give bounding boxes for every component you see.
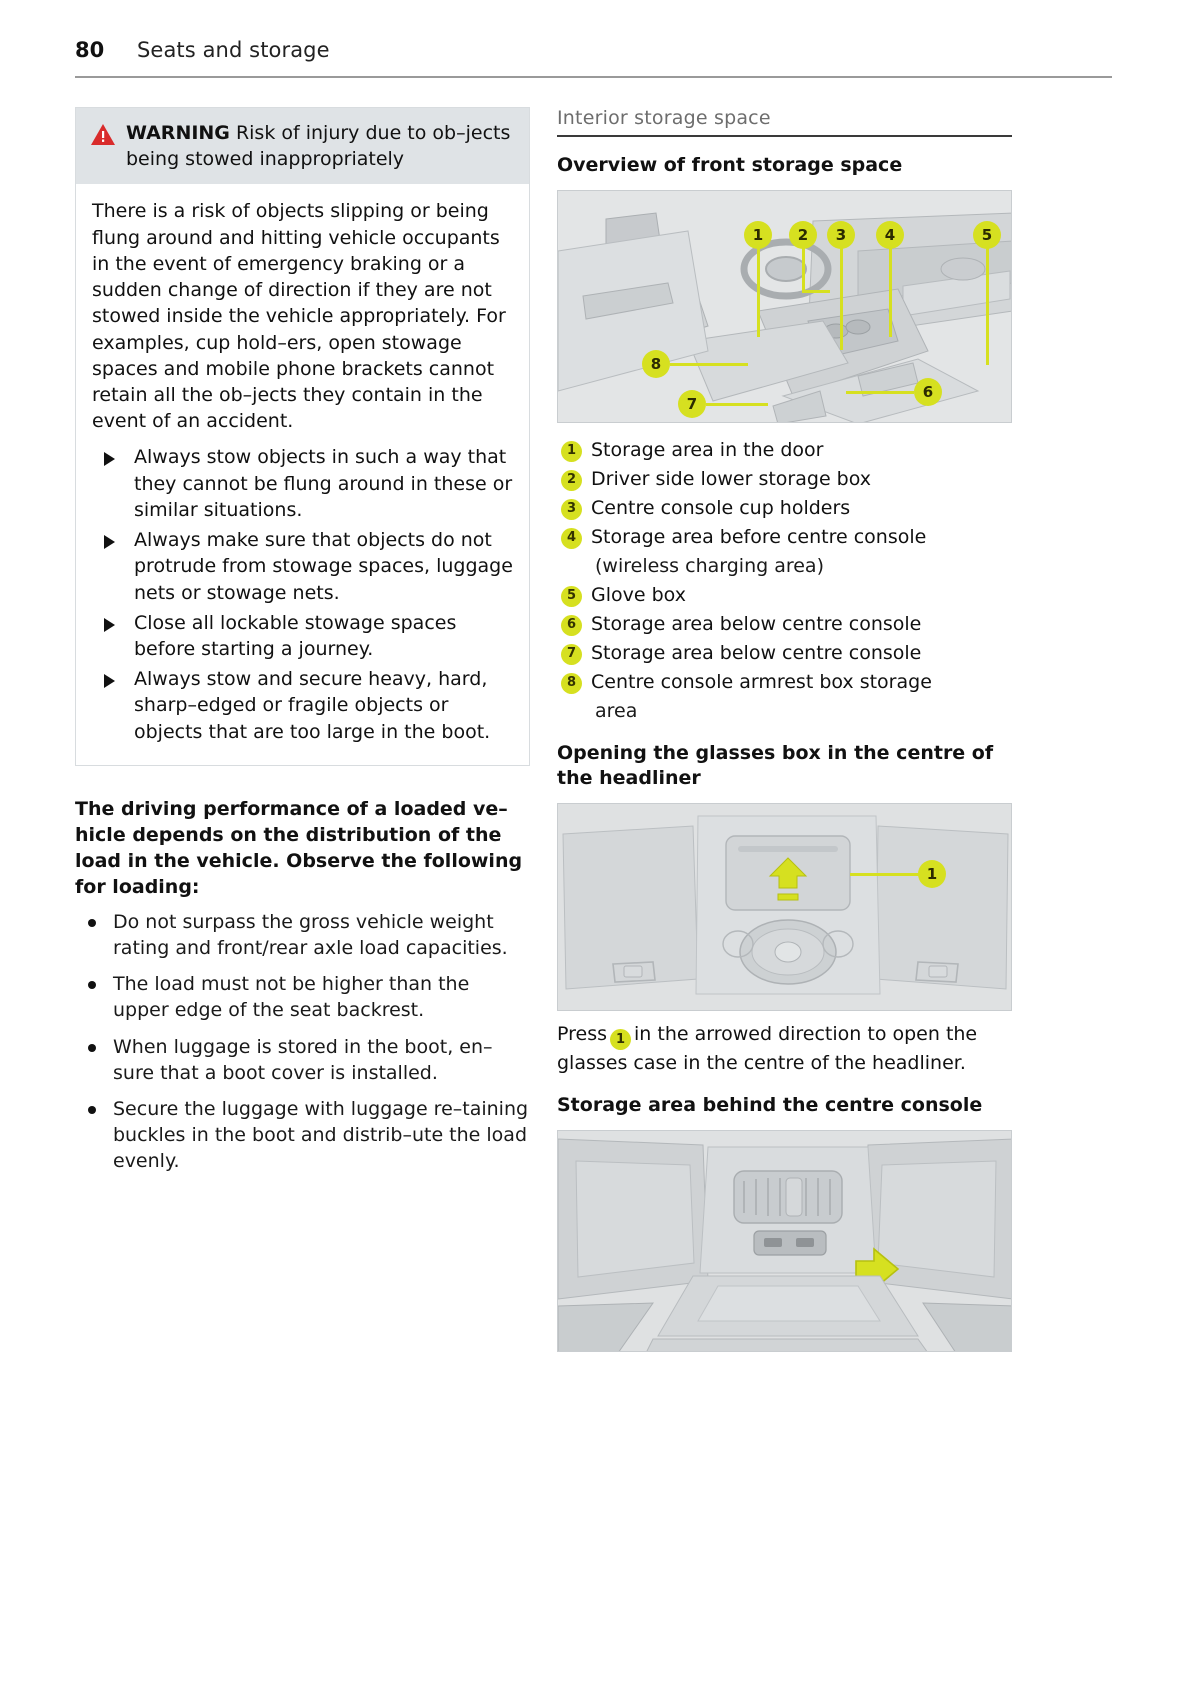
legend-item <box>557 495 1012 522</box>
callout-1: 1 <box>744 221 772 249</box>
legend-text: Glove box <box>591 583 686 606</box>
legend-item <box>557 582 1012 609</box>
list-item <box>75 1034 530 1086</box>
triangle-bullet-icon <box>104 535 115 549</box>
glasses-box-heading: Opening the glasses box in the centre of the headliner <box>557 741 994 789</box>
legend-text: Storage area before centre console <box>591 525 927 548</box>
right-column <box>557 107 1012 1352</box>
warning-body <box>76 184 529 764</box>
loading-bullet-text: When luggage is stored in the boot, en–sure that a boot cover is installed. <box>113 1035 493 1084</box>
dot-bullet-icon <box>88 919 96 927</box>
warning-triangle-icon <box>90 123 116 150</box>
legend-badge: 4 <box>561 528 582 549</box>
warning-header <box>76 108 529 184</box>
legend-badge: 7 <box>561 644 582 665</box>
callout-3: 3 <box>827 221 855 249</box>
behind-console-heading: Storage area behind the centre console <box>557 1093 983 1116</box>
legend-text: Centre console armrest box storage <box>591 670 932 693</box>
legend-item <box>557 611 1012 638</box>
list-item <box>75 971 530 1023</box>
callout-2: 2 <box>789 221 817 249</box>
warning-bullet-text: Close all lockable stowage spaces before starting a journey. <box>134 611 457 660</box>
legend-text: Storage area in the door <box>591 439 824 462</box>
callout-leader-line <box>986 235 989 365</box>
warning-bullet-text: Always stow and secure heavy, hard, sharp–edged or fragile objects or objects that are too large in the boot. <box>134 668 491 743</box>
callout-6: 6 <box>914 378 942 406</box>
legend-text: Driver side lower storage box <box>591 468 872 491</box>
legend-item <box>557 466 1012 493</box>
legend-item <box>557 524 1012 551</box>
warning-title-wrap <box>126 120 515 172</box>
page-header <box>75 38 1112 62</box>
left-column <box>75 107 530 1185</box>
inline-callout-badge: 1 <box>610 1029 631 1050</box>
warning-body-text: There is a risk of objects slipping or being flung around and hitting vehicle occupants in the event of emergency braking or a sudden change of direction if they are not stowed inside the vehicle appropriately. For examples, cup hold–ers, open stowage spaces and mobile phone brackets cannot retain all the ob–jects they contain in the event of an accident. <box>92 200 506 433</box>
warning-label: WARNING <box>126 122 230 144</box>
loading-bullet-text: Secure the luggage with luggage re–taining buckles in the boot and distrib–ute the load evenly. <box>113 1098 529 1173</box>
legend-item <box>557 437 1012 464</box>
legend-item <box>557 640 1012 667</box>
loading-bullet-list <box>75 909 530 1175</box>
callout-leader-line <box>802 290 830 293</box>
legend-badge: 3 <box>561 499 582 520</box>
triangle-bullet-icon <box>104 452 115 466</box>
glasses-box-instruction <box>557 1021 1012 1077</box>
warning-title: Risk of injury due to ob–jects being stowed inappropriately <box>126 122 511 171</box>
overview-heading: Overview of front storage space <box>557 154 903 176</box>
warning-bullet-text: Always stow objects in such a way that they cannot be flung around in these or similar situations. <box>134 446 513 521</box>
warning-bullet-list <box>92 444 513 744</box>
callout-5: 5 <box>973 221 1001 249</box>
loading-bullet-text: The load must not be higher than the upper edge of the seat backrest. <box>113 973 470 1022</box>
instruction-text-before: Press <box>557 1022 608 1045</box>
instruction-text-after: in the arrowed direction to open the glasses case in the centre of the headliner. <box>557 1022 978 1075</box>
rear-centre-console-storage-illustration <box>557 1130 1012 1352</box>
legend-badge: 5 <box>561 586 582 607</box>
cockpit-drawing <box>558 191 1012 423</box>
callout-7: 7 <box>678 390 706 418</box>
callout-1: 1 <box>918 860 946 888</box>
legend-badge: 1 <box>561 441 582 462</box>
triangle-bullet-icon <box>104 618 115 632</box>
page-number: 80 <box>75 38 105 62</box>
front-storage-overview-illustration <box>557 190 1012 423</box>
warning-callout-box <box>75 107 530 766</box>
section-title: Interior storage space <box>557 107 771 129</box>
legend-subline-4: (wireless charging area) <box>595 554 824 577</box>
list-item <box>75 909 530 961</box>
warning-bullet-item <box>92 610 513 662</box>
header-divider <box>75 76 1112 78</box>
legend-item <box>557 669 1012 696</box>
warning-bullet-text: Always make sure that objects do not protrude from stowage spaces, luggage nets or stowage nets. <box>134 529 513 604</box>
triangle-bullet-icon <box>104 674 115 688</box>
legend-badge: 8 <box>561 673 582 694</box>
loading-lead-paragraph: The driving performance of a loaded ve–hicle depends on the distribution of the load in the vehicle. Observe the following for loading: <box>75 797 523 899</box>
callout-leader-line <box>846 391 914 394</box>
legend-text: Storage area below centre console <box>591 612 922 635</box>
warning-bullet-item <box>92 444 513 523</box>
chapter-title: Seats and storage <box>137 38 330 62</box>
list-item <box>75 1096 530 1175</box>
callout-leader-line <box>670 363 748 366</box>
storage-legend-list <box>557 437 1012 551</box>
legend-badge: 2 <box>561 470 582 491</box>
legend-subline-8: area <box>595 699 638 722</box>
callout-leader-line <box>840 235 843 350</box>
callout-8: 8 <box>642 350 670 378</box>
legend-badge: 6 <box>561 615 582 636</box>
callout-leader-line <box>757 235 760 337</box>
callout-leader-line <box>889 235 892 337</box>
dot-bullet-icon <box>88 1106 96 1114</box>
loading-bullet-text: Do not surpass the gross vehicle weight rating and front/rear axle load capacities. <box>113 910 508 959</box>
dot-bullet-icon <box>88 981 96 989</box>
headliner-glasses-box-illustration <box>557 803 1012 1011</box>
storage-legend-list-cont <box>557 582 1012 696</box>
warning-bullet-item <box>92 666 513 745</box>
callout-leader-line <box>706 403 768 406</box>
callout-4: 4 <box>876 221 904 249</box>
rear-console-drawing <box>558 1131 1012 1352</box>
dot-bullet-icon <box>88 1044 96 1052</box>
legend-text: Centre console cup holders <box>591 497 851 520</box>
headliner-drawing <box>558 804 1012 1011</box>
legend-text: Storage area below centre console <box>591 641 922 664</box>
warning-bullet-item <box>92 527 513 606</box>
section-divider <box>557 135 1012 137</box>
